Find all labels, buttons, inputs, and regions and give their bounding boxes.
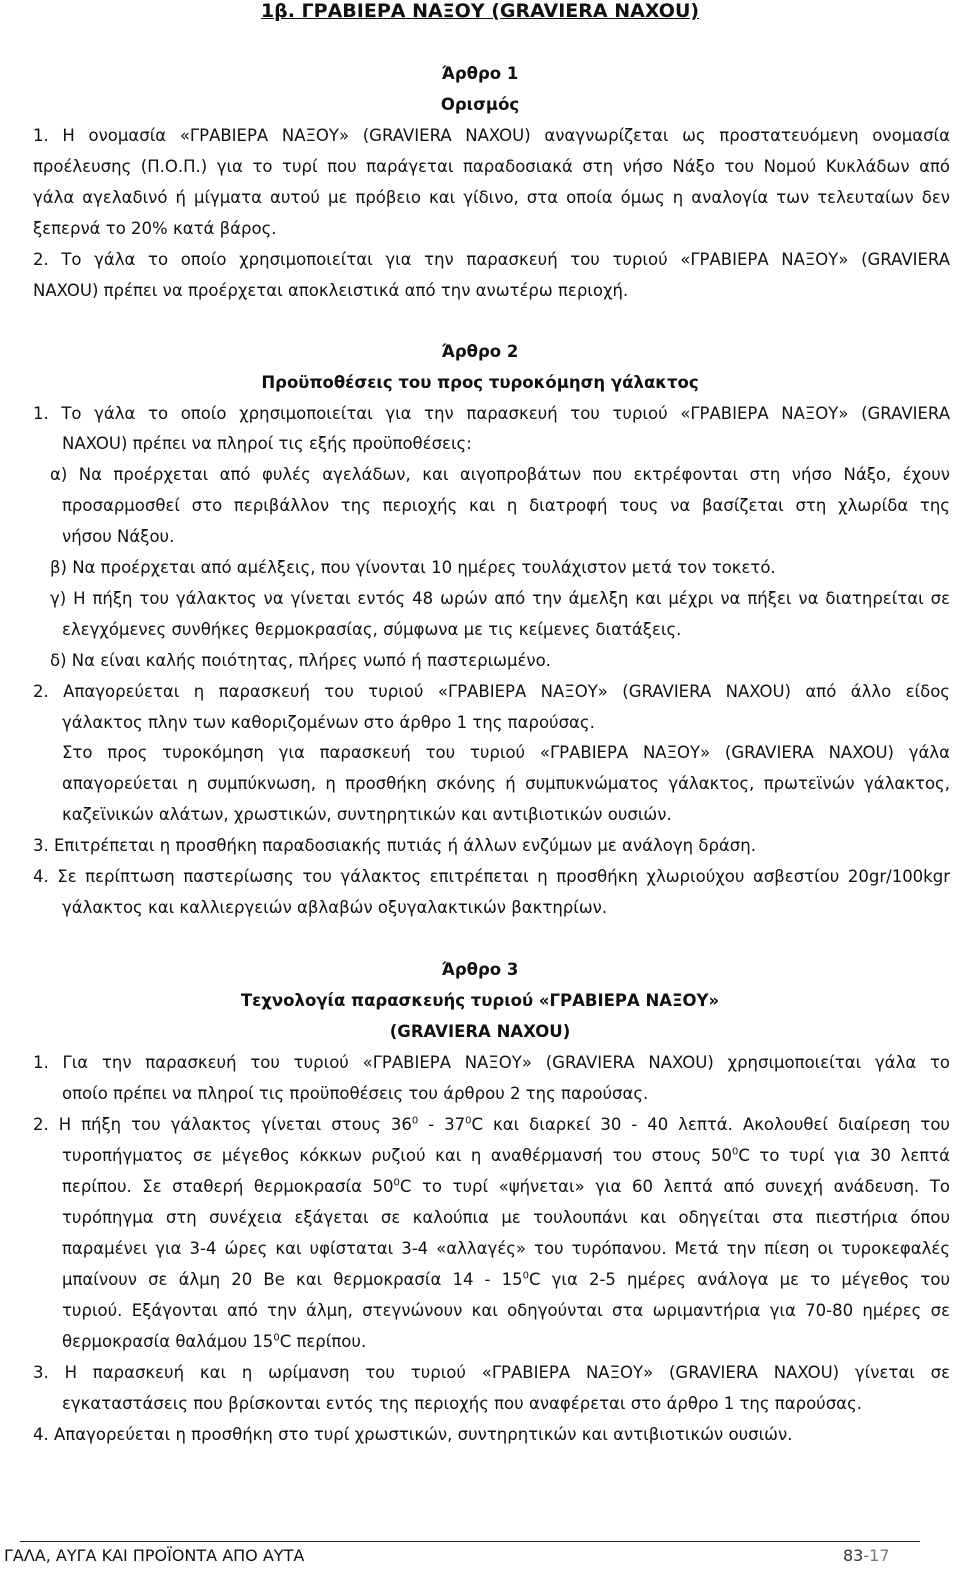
list-item: προσαρμοσθεί στο περιβάλλον της περιοχής και η διατροφή τους να βασίζεται στη χλωρίδα της [62,496,950,515]
paragraph-line: γάλακτος πλην των καθοριζομένων στο άρθρο 1 της παρούσας. [62,713,595,732]
paragraph-line: 1. Το γάλα το οποίο χρησιμοποιείται για την παρασκευή του τυριού «ΓΡΑΒΙΕΡΑ ΝΑΞΟΥ» (GRAVIERA [33,404,950,423]
paragraph-line: καζεϊνικών αλάτων, χρωστικών, συντηρητικών και αντιβιοτικών ουσιών. [62,805,672,824]
list-item: ελεγχόμενες συνθήκες θερμοκρασίας, σύμφωνα με τις κείμενες διατάξεις. [62,620,682,639]
paragraph-line: 2. Η πήξη του γάλακτος γίνεται στους $36^0 - 37^0C$ και διαρκεί 30 - 40 λεπτά. Ακολουθεί διαίρεση του [33,1115,950,1134]
article-2-subheading: Προϋποθέσεις του προς τυροκόμηση γάλακτος [261,373,699,392]
article-3-heading: Άρθρο 3 [441,960,519,979]
list-item: β) Να προέρχεται από αμέλξεις, που γίνονται 10 ημέρες τουλάχιστον μετά τον τοκετό. [50,558,776,577]
document-title: 1β. ΓΡΑΒΙΕΡΑ ΝΑΞΟΥ (GRAVIERA NAXOU) [260,0,700,22]
paragraph-line: 2. Το γάλα το οποίο χρησιμοποιείται για την παρασκευή του τυριού «ΓΡΑΒΙΕΡΑ ΝΑΞΟΥ» (GRAVIERA [33,250,950,269]
article-1-subheading: Ορισμός [440,95,520,114]
paragraph-line: απαγορεύεται η συμπύκνωση, η προσθήκη σκόνης ή συμπυκνώματος γάλακτος, πρωτεϊνών γάλακτος, [62,774,950,793]
article-1-heading: Άρθρο 1 [441,64,519,83]
paragraph-line: οποίο πρέπει να πληροί τις προϋποθέσεις του άρθρου 2 της παρούσας. [62,1084,649,1103]
paragraph-line: 3. Η παρασκευή και η ωρίμανση του τυριού «ΓΡΑΒΙΕΡΑ ΝΑΞΟΥ» (GRAVIERA NAXOU) γίνεται σε [33,1363,950,1382]
article-2-heading: Άρθρο 2 [441,342,519,361]
paragraph-line: τυρόπηγμα στη συνέχεια εξάγεται σε καλούπια με τουλουπάνι και οδηγείται στα πιεστήρια όπου [62,1208,950,1227]
article-3-subheading-2: (GRAVIERA NAXOU) [389,1022,571,1041]
page-number: 83-17 [843,1546,890,1565]
article-3-subheading: Τεχνολογία παρασκευής τυριού «ΓΡΑΒΙΕΡΑ ΝΑΞΟΥ» [240,991,720,1010]
paragraph-line: ξεπερνά το 20% κατά βάρος. [33,219,277,238]
list-item: α) Να προέρχεται από φυλές αγελάδων, και αιγοπροβάτων που εκτρέφονται στη νήσο Νάξο, έχουν [50,465,950,484]
footer-divider [20,1541,920,1542]
paragraph-line: παραμένει για 3-4 ώρες και υφίσταται 3-4 «αλλαγές» του τυρόπανου. Μετά την πίεση οι τυροκεφαλές [62,1239,950,1258]
paragraph-line: γάλακτος και καλλιεργειών αβλαβών οξυγαλακτικών βακτηρίων. [62,898,608,917]
paragraph-line: 4. Απαγορεύεται η προσθήκη στο τυρί χρωστικών, συντηρητικών και αντιβιοτικών ουσιών. [33,1425,793,1444]
footer-title: ΓΑΛΑ, ΑΥΓΑ ΚΑΙ ΠΡΟΪΟΝΤΑ ΑΠΟ ΑΥΤΑ [4,1546,305,1565]
paragraph-line: 2. Απαγορεύεται η παρασκευή του τυριού «ΓΡΑΒΙΕΡΑ ΝΑΞΟΥ» (GRAVIERA NAXOU) από άλλο είδος [33,682,950,701]
list-item: γ) Η πήξη του γάλακτος να γίνεται εντός 48 ωρών από την άμελξη και μέχρι να πήξει να διατηρείται σε [50,589,950,608]
paragraph-line: 3. Επιτρέπεται η προσθήκη παραδοσιακής πυτιάς ή άλλων ενζύμων με ανάλογη δράση. [33,836,756,855]
paragraph-line: μπαίνουν σε άλμη 20 Be και θερμοκρασία $14 - 15^0C$ για 2-5 ημέρες ανάλογα με το μέγεθος του [62,1270,951,1289]
paragraph-line: τυριού. Εξάγονται από την άλμη, στεγνώνουν και οδηγούνται στα ωριμαντήρια για 70-80 ημέρες σε [62,1301,950,1320]
list-item: νήσου Νάξου. [62,527,175,546]
paragraph-line: θερμοκρασία θαλάμου $15^0C$ περίπου. [62,1332,367,1351]
paragraph-line: τυροπήγματος σε μέγεθος κόκκων ρυζιού και η αναθέρμανσή του στους $50^0C$ το τυρί για 30 λεπτά [62,1146,950,1165]
paragraph-line: περίπου. Σε σταθερή θερμοκρασία $50^0C$ το τυρί «ψήνεται» για 60 λεπτά από συνεχή ανάδευση. Το [62,1177,950,1196]
paragraph-line: εγκαταστάσεις που βρίσκονται εντός της περιοχής που αναφέρεται στο άρθρο 1 της παρούσας. [62,1394,862,1413]
list-item: δ) Να είναι καλής ποιότητας, πλήρες νωπό ή παστεριωμένο. [50,651,551,670]
paragraph-line: NAXOU) πρέπει να προέρχεται αποκλειστικά από την ανωτέρω περιοχή. [33,281,629,300]
paragraph-line: γάλα αγελαδινό ή μίγματα αυτού με πρόβειο και γίδινο, στα οποία όμως η αναλογία των τελευταίων δεν [33,188,950,207]
paragraph-line: Στο προς τυροκόμηση για παρασκευή του τυριού «ΓΡΑΒΙΕΡΑ ΝΑΞΟΥ» (GRAVIERA NAXOU) γάλα [62,743,950,762]
paragraph-line: 1. Η ονομασία «ΓΡΑΒΙΕΡΑ ΝΑΞΟΥ» (GRAVIERA NAXOU) αναγνωρίζεται ως προστατευόμενη ονομασία [33,126,950,145]
paragraph-line: προέλευσης (Π.Ο.Π.) για το τυρί που παράγεται παραδοσιακά στη νήσο Νάξο του Νομού Κυκλάδων από [33,157,950,176]
paragraph-line: NAXOU) πρέπει να πληροί τις εξής προϋποθέσεις: [62,434,472,453]
paragraph-line: 1. Για την παρασκευή του τυριού «ΓΡΑΒΙΕΡΑ ΝΑΞΟΥ» (GRAVIERA NAXOU) χρησιμοποιείται γάλα το [33,1053,950,1072]
paragraph-line: 4. Σε περίπτωση παστερίωσης του γάλακτος επιτρέπεται η προσθήκη χλωριούχου ασβεστίου 20gr/100kgr [33,867,950,886]
